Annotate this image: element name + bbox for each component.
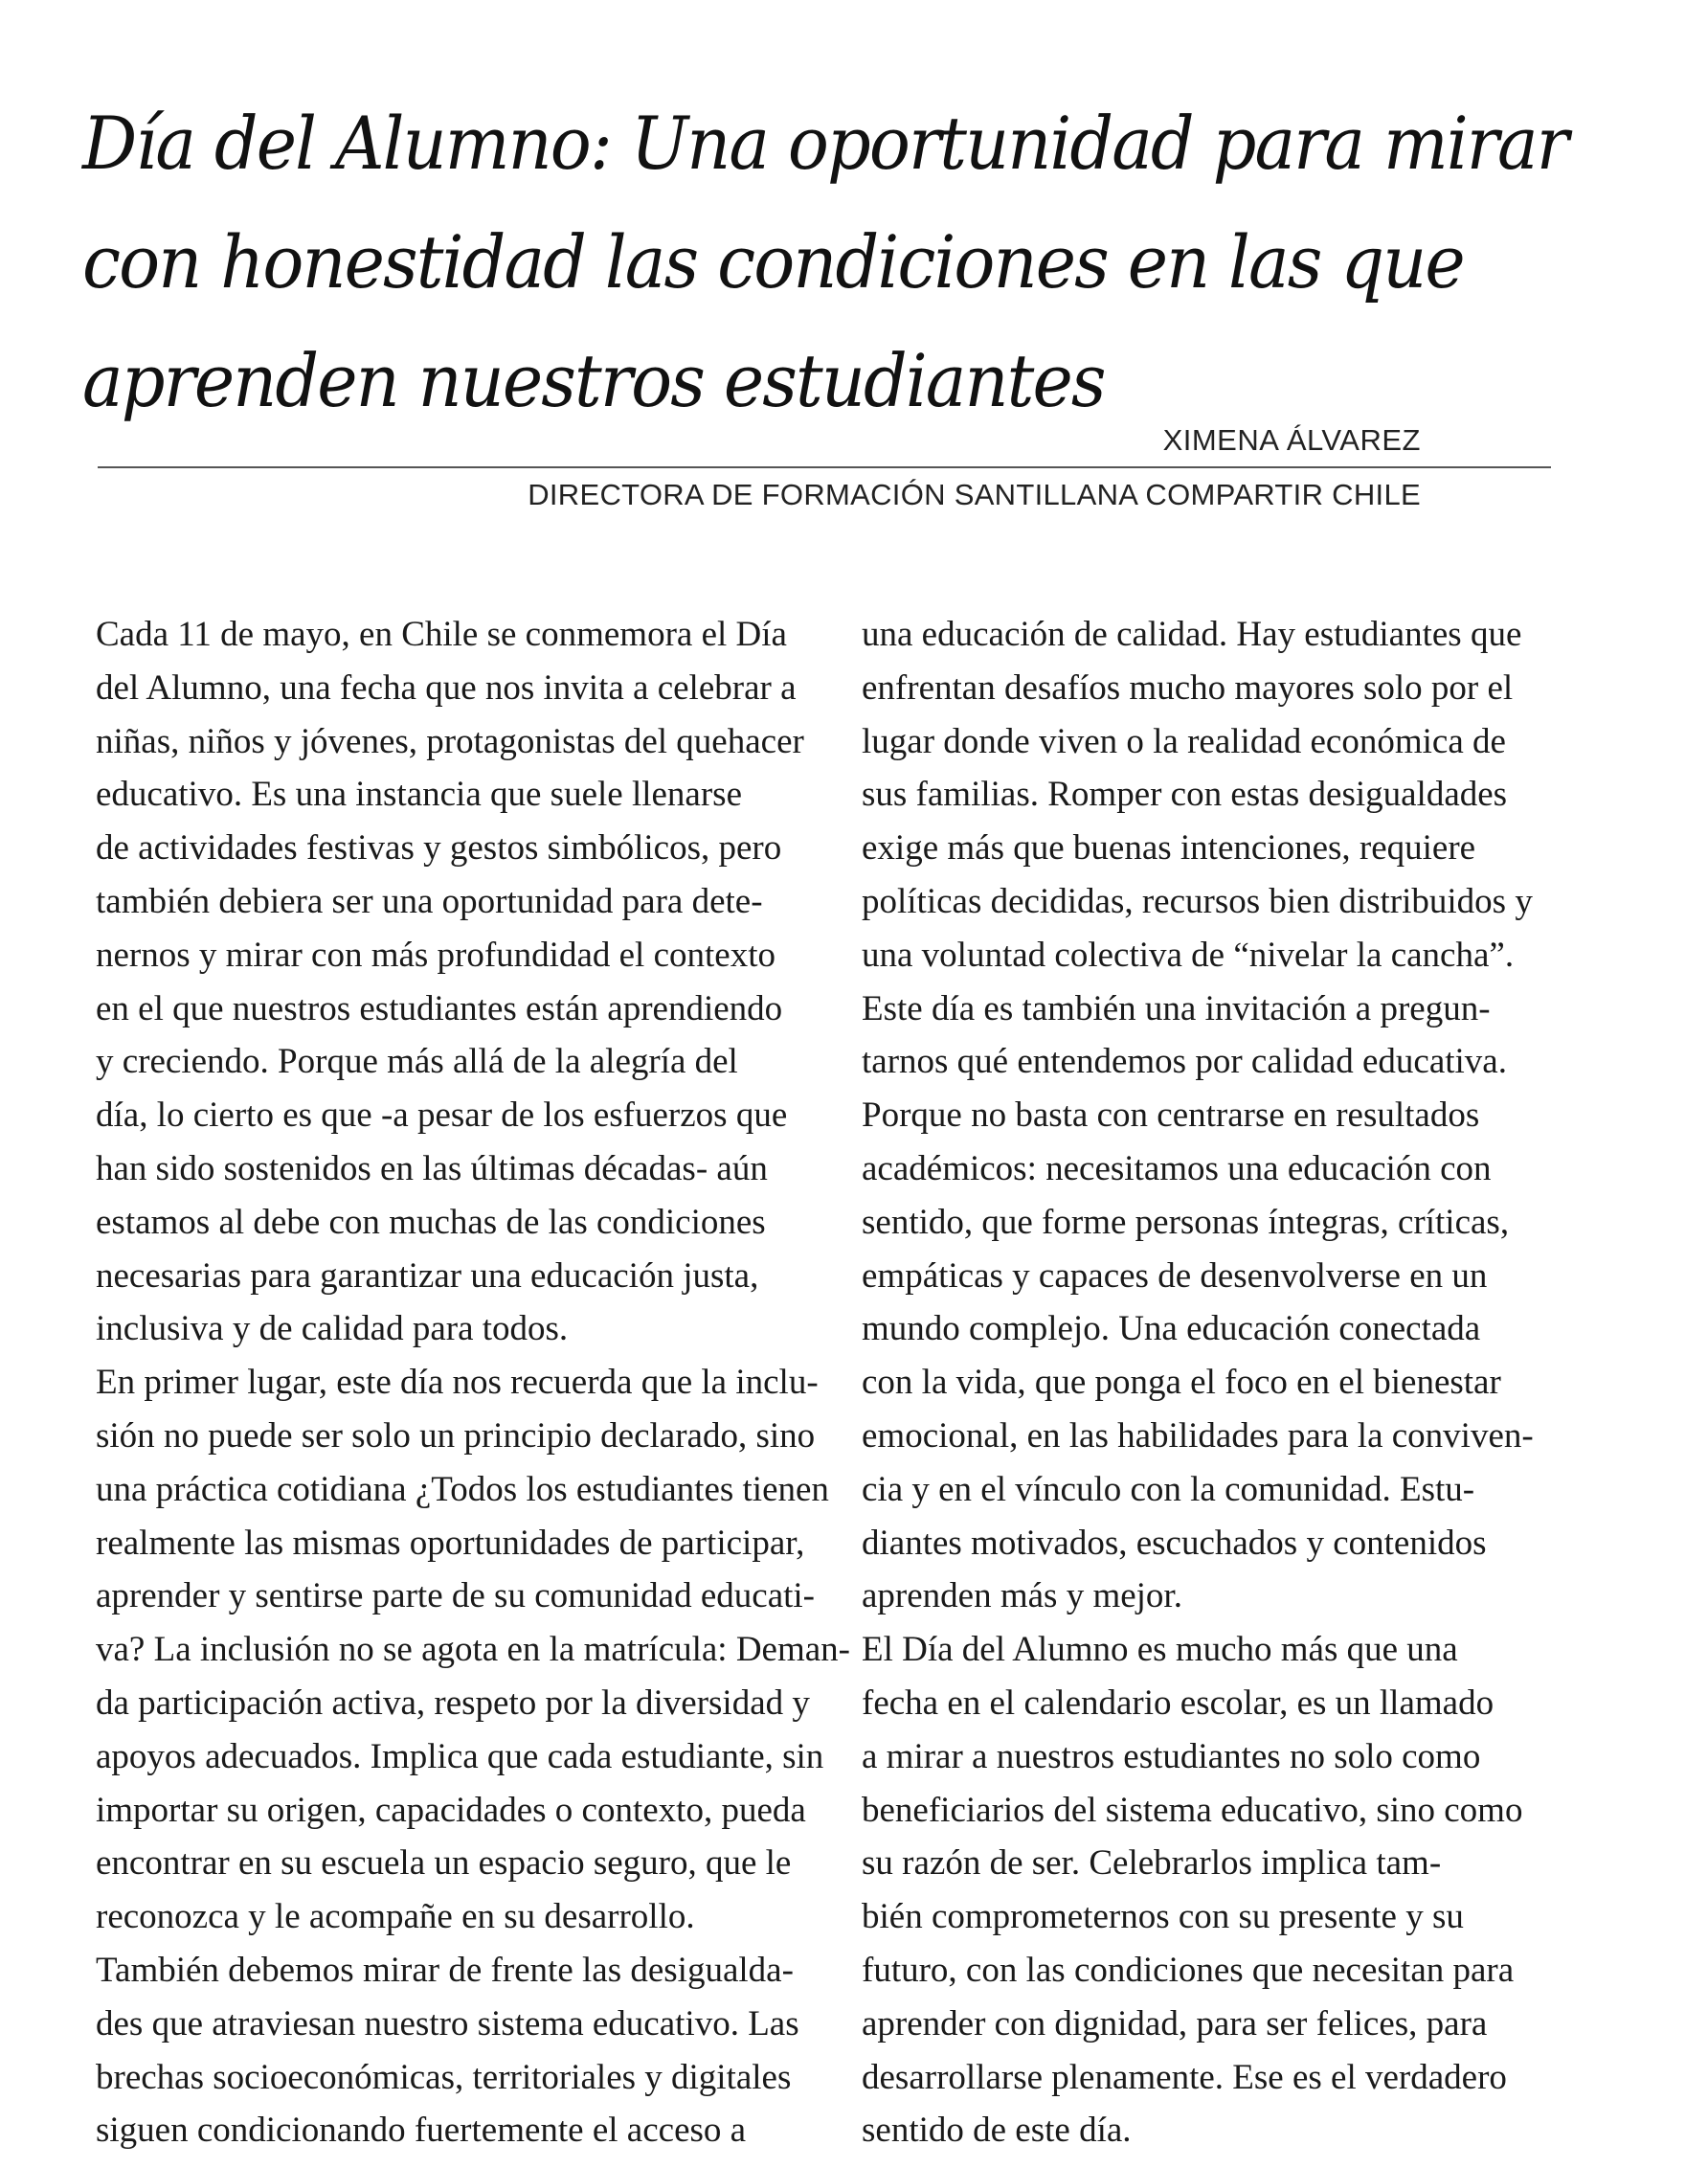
body-text-line: mundo complejo. Una educación conectada [862, 1309, 1481, 1349]
body-text-line: lugar donde viven o la realidad económica de [862, 721, 1506, 761]
body-text-line: da participación activa, respeto por la diversidad y [96, 1682, 810, 1723]
body-text-line: también debiera ser una oportunidad para dete- [96, 881, 763, 921]
body-text-line: han sido sostenidos en las últimas décadas- aún [96, 1148, 768, 1188]
body-text-line: des que atraviesan nuestro sistema educativo. Las [96, 2003, 799, 2044]
article-column-right [862, 608, 1589, 2157]
body-text-line: nernos y mirar con más profundidad el contexto [96, 935, 775, 975]
body-text-line: con la vida, que ponga el foco en el bienestar [862, 1363, 1501, 1403]
body-text-line: Cada 11 de mayo, en Chile se conmemora el Día [96, 615, 787, 654]
body-text-line: una práctica cotidiana ¿Todos los estudiantes tienen [96, 1469, 829, 1509]
body-text-line: sión no puede ser solo un principio declarado, sino [96, 1415, 816, 1456]
body-text-line: exige más que buenas intenciones, requiere [862, 828, 1476, 869]
body-text-line: brechas socioeconómicas, territoriales y digitales [96, 2057, 792, 2097]
body-text-line: siguen condicionando fuertemente el acceso a [96, 2111, 747, 2151]
body-text-line: políticas decididas, recursos bien distribuidos y [862, 881, 1533, 921]
body-text-line: Este día es también una invitación a pregun- [862, 988, 1491, 1028]
body-text-line: importar su origen, capacidades o contexto, pueda [96, 1790, 806, 1830]
body-text-line: tarnos qué entendemos por calidad educativa. [862, 1042, 1507, 1082]
body-text-line: inclusiva y de calidad para todos. [96, 1309, 569, 1349]
body-text-line: realmente las mismas oportunidades de participar, [96, 1523, 805, 1563]
body-text-line: apoyos adecuados. Implica que cada estudiante, sin [96, 1736, 824, 1776]
body-text-line: educativo. Es una instancia que suele llenarse [96, 775, 742, 815]
body-text-line: Porque no basta con centrarse en resultados [862, 1095, 1480, 1136]
body-text-line: cia y en el vínculo con la comunidad. Estu- [862, 1469, 1475, 1509]
body-text-line: sentido de este día. [862, 2111, 1132, 2151]
body-text-line: También debemos mirar de frente las desigualda- [96, 1950, 794, 1990]
body-text-line: del Alumno, una fecha que nos invita a celebrar a [96, 667, 797, 708]
body-text-line: fecha en el calendario escolar, es un llamado [862, 1682, 1494, 1723]
body-text-line: sentido, que forme personas íntegras, críticas, [862, 1202, 1510, 1242]
body-text-line: sus familias. Romper con estas desigualdades [862, 775, 1508, 815]
body-text-line: enfrentan desafíos mucho mayores solo por el [862, 667, 1514, 708]
body-text-line: aprender con dignidad, para ser felices, para [862, 2003, 1488, 2044]
body-text-line: niñas, niños y jóvenes, protagonistas del quehacer [96, 721, 804, 761]
body-text-line: bién comprometernos con su presente y su [862, 1897, 1464, 1937]
body-text-line: desarrollarse plenamente. Ese es el verdadero [862, 2057, 1507, 2097]
article-headline [82, 84, 1568, 440]
body-text-line: su razón de ser. Celebrarlos implica tam- [862, 1843, 1442, 1884]
body-text-line: reconozca y le acompañe en su desarrollo. [96, 1897, 695, 1937]
body-text-line: día, lo cierto es que -a pesar de los esfuerzos que [96, 1095, 788, 1136]
body-text-line: diantes motivados, escuchados y contenidos [862, 1523, 1487, 1563]
body-text-line: empáticas y capaces de desenvolverse en un [862, 1255, 1488, 1296]
byline-divider [98, 466, 1551, 468]
author-role: DIRECTORA DE FORMACIÓN SANTILLANA COMPARTIR CHILE [528, 478, 1421, 511]
body-text-line: aprenden más y mejor. [862, 1576, 1182, 1616]
body-text-line: aprender y sentirse parte de su comunidad educati- [96, 1576, 816, 1616]
body-text-line: a mirar a nuestros estudiantes no solo como [862, 1736, 1481, 1776]
body-text-line: necesarias para garantizar una educación justa, [96, 1255, 759, 1296]
body-text-line: beneficiarios del sistema educativo, sino como [862, 1790, 1523, 1830]
author-name: XIMENA ÁLVAREZ [1162, 423, 1421, 457]
body-text-line: estamos al debe con muchas de las condiciones [96, 1202, 766, 1242]
body-text-line: académicos: necesitamos una educación con [862, 1148, 1492, 1188]
headline-line: con honestidad las condiciones en las que [82, 219, 1464, 305]
body-text-line: de actividades festivas y gestos simbólicos, pero [96, 828, 782, 869]
body-text-line: en el que nuestros estudiantes están aprendiendo [96, 988, 783, 1028]
body-text-line: encontrar en su escuela un espacio seguro, que le [96, 1843, 792, 1884]
body-text-line: El Día del Alumno es mucho más que una [862, 1630, 1458, 1670]
article-column-left [96, 608, 851, 2157]
body-text-line: va? La inclusión no se agota en la matrícula: Deman- [96, 1630, 851, 1670]
body-text-line: En primer lugar, este día nos recuerda que la inclu- [96, 1363, 819, 1403]
body-text-line: emocional, en las habilidades para la conviven- [862, 1415, 1534, 1456]
body-text-line: y creciendo. Porque más allá de la alegría del [96, 1042, 738, 1082]
body-text-line: futuro, con las condiciones que necesitan para [862, 1950, 1515, 1990]
body-text-line: una voluntad colectiva de “nivelar la cancha”. [862, 935, 1515, 975]
headline-line: aprenden nuestros estudiantes [82, 338, 1105, 423]
headline-line: Día del Alumno: Una oportunidad para mirar [82, 101, 1568, 186]
body-text-line: una educación de calidad. Hay estudiantes que [862, 615, 1522, 654]
